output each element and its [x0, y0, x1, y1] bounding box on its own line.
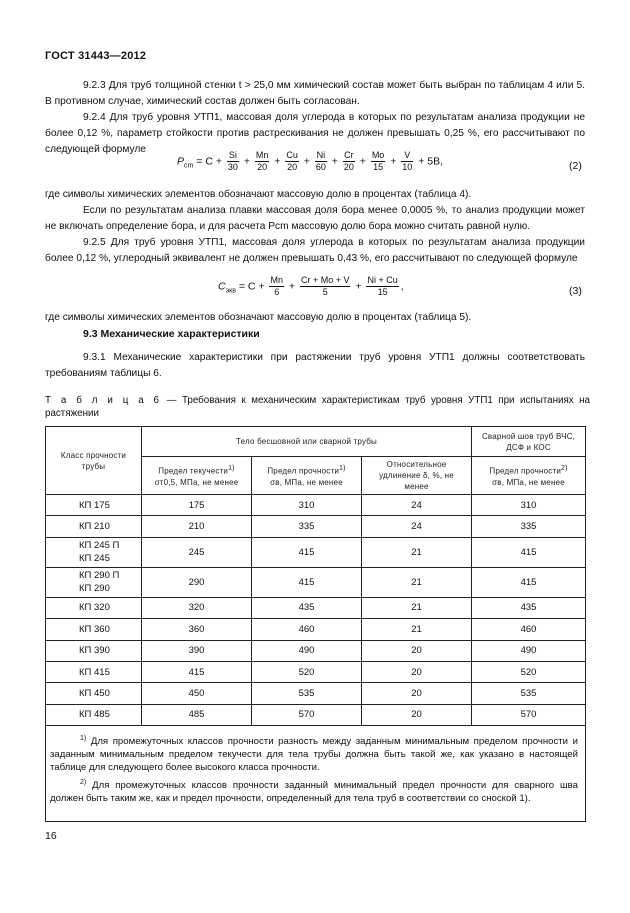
cell-tensile: 570 [252, 704, 362, 725]
table-row [46, 640, 586, 661]
table-caption-text: — Требования к механическим характеристикам труб уровня УТП1 при испытаниях на растяжении [45, 395, 590, 419]
table-row [46, 495, 586, 516]
cell-yield: 390 [142, 640, 252, 661]
cell-weld: 490 [472, 640, 586, 661]
formula-pcm-term: $\frac{V}{10}$ [402, 150, 413, 172]
cell-tensile: 535 [252, 683, 362, 704]
cell-class: КП 210 [46, 516, 142, 537]
table-row [46, 537, 586, 567]
cell-elongation: 20 [362, 640, 472, 661]
formula-pcm: $P_{cm} = C$ + $\frac{Si}{30}$ + $\frac{Mn}{20}$ + $\frac{Cu}{20}$ + $\frac{Ni}{60}$ + $\frac{Cr}{20}$ + $\frac{Mo}{15}$ + $\frac{V}{10}$ + 5B, [177, 150, 444, 172]
formula-pcm-eq: = C + [196, 155, 222, 168]
formula-pcm-term: $\frac{Cu}{20}$ [286, 150, 298, 172]
cell-elongation: 20 [362, 661, 472, 682]
cell-yield: 485 [142, 704, 252, 725]
paragraph-9-2-3: 9.2.3 Для труб толщиной стенки t > 25,0 мм химический состав может быть выбран по таблицам 4 или 5. В противном случае, химический состав должен быть согласован. [45, 80, 585, 107]
header-class: Класс прочности трубы [46, 427, 142, 495]
section-title-9-3: 9.3 Механические характеристики [83, 328, 260, 340]
formula-number-3: (3) [569, 285, 582, 297]
formula-ceq-term: $\frac{Cr + Mo + V}{5}$ [300, 275, 350, 297]
cell-elongation: 24 [362, 495, 472, 516]
formula-ceq-term: $\frac{Ni + Cu}{15}$ [367, 275, 398, 297]
cell-tensile: 415 [252, 567, 362, 597]
document-header: ГОСТ 31443—2012 [45, 50, 147, 62]
formula-pcm-term: $\frac{Cr}{20}$ [343, 150, 354, 172]
table-6 [45, 426, 586, 822]
cell-weld: 415 [472, 537, 586, 567]
table-row [46, 516, 586, 537]
formula-pcm-term: $\frac{Si}{30}$ [227, 150, 238, 172]
table-caption-label: Т а б л и ц а 6 [45, 395, 162, 406]
formula-pcm-lhs: P [177, 155, 185, 168]
cell-elongation: 24 [362, 516, 472, 537]
cell-class: КП 390 [46, 640, 142, 661]
cell-yield: 175 [142, 495, 252, 516]
table-row [46, 704, 586, 725]
cell-class: КП 175 [46, 495, 142, 516]
table-row [46, 597, 586, 618]
formula-pcm-tail: + 5B, [418, 155, 444, 168]
cell-class: КП 415 [46, 661, 142, 682]
cell-tensile: 310 [252, 495, 362, 516]
cell-weld: 435 [472, 597, 586, 618]
cell-weld: 415 [472, 567, 586, 597]
formula-pcm-term: $\frac{Ni}{60}$ [315, 150, 326, 172]
cell-weld: 460 [472, 619, 586, 640]
table-row [46, 661, 586, 682]
note-2: $^{2)}$ Для промежуточных классов прочности заданный минимальный предел прочности для сварного шва должен быть таким же, как и предел прочности, определенный для тела труб в соответствии со сноской 1). [50, 779, 578, 805]
formula-ceq-eq: = C + [238, 280, 265, 293]
cell-class: КП 485 [46, 704, 142, 725]
paragraph-boron: Если по результатам анализа плавки массовая доля бора менее 0,0005 %, то анализ продукции может не включать определение бора, и для расчета Pcm массовую долю бора можно считать равной нулю. [45, 205, 585, 232]
cell-yield: 245 [142, 537, 252, 567]
cell-class: КП 360 [46, 619, 142, 640]
cell-tensile: 460 [252, 619, 362, 640]
cell-yield: 290 [142, 567, 252, 597]
cell-elongation: 21 [362, 597, 472, 618]
table-notes [46, 726, 586, 822]
cell-elongation: 20 [362, 704, 472, 725]
formula-ceq-lhs: C [218, 280, 226, 293]
cell-weld: 570 [472, 704, 586, 725]
formula-ceq-tail: , [400, 280, 404, 293]
cell-tensile: 490 [252, 640, 362, 661]
page-number: 16 [45, 830, 57, 842]
header-tensile: Предел прочности$^{1)}$ σв, МПа, не менее [252, 457, 362, 495]
cell-class: КП 320 [46, 597, 142, 618]
header-weld-tensile: Предел прочности$^{2)}$ σв, МПа, не менее [472, 457, 586, 495]
header-elongation: Относительное удлинение δ, %, не менее [362, 457, 472, 495]
cell-tensile: 335 [252, 516, 362, 537]
cell-elongation: 21 [362, 619, 472, 640]
cell-tensile: 520 [252, 661, 362, 682]
header-body-group: Тело бесшовной или сварной трубы [142, 427, 472, 457]
cell-weld: 335 [472, 516, 586, 537]
formula-pcm-term: $\frac{Mo}{15}$ [371, 150, 385, 172]
paragraph-9-3-1: 9.3.1 Механические характеристики при растяжении труб уровня УТП1 должны соответствовать требованиям таблицы 6. [45, 352, 585, 379]
formula-pcm-lhs-sub: cm [184, 162, 194, 170]
table-row [46, 683, 586, 704]
cell-weld: 520 [472, 661, 586, 682]
formula-ceq-lhs-sub: экв [225, 287, 236, 295]
paragraph-after-formula-2: где символы химических элементов обозначают массовую долю в процентах (таблица 4). [45, 189, 472, 200]
cell-yield: 320 [142, 597, 252, 618]
cell-elongation: 21 [362, 537, 472, 567]
paragraph-9-2-4: 9.2.4 Для труб уровня УТП1, массовая доля углерода в которых по результатам анализа продукции не более 0,12 %, параметр стойкости против растрескивания не должен превышать 0,25 %, его рассчитывают по следующей формуле [45, 112, 585, 155]
table-row [46, 619, 586, 640]
table-caption [45, 394, 590, 420]
cell-yield: 360 [142, 619, 252, 640]
formula-number-2: (2) [569, 160, 582, 172]
cell-elongation: 20 [362, 683, 472, 704]
formula-pcm-term: $\frac{Mn}{20}$ [255, 150, 269, 172]
cell-weld: 310 [472, 495, 586, 516]
note-1: $^{1)}$ Для промежуточных классов прочности разность между заданным минимальным пределом прочности и заданным минимальным пределом текучести для тела трубы должна быть такой же, как указано в настоящей таблице для следующего более высокого класса прочности. [50, 735, 578, 774]
cell-class: КП 450 [46, 683, 142, 704]
cell-yield: 450 [142, 683, 252, 704]
header-yield: Предел текучести$^{1)}$ σт0,5, МПа, не менее [142, 457, 252, 495]
cell-elongation: 21 [362, 567, 472, 597]
cell-class: КП 290 П КП 290 [46, 567, 142, 597]
paragraph-after-formula-3: где символы химических элементов обозначают массовую долю в процентах (таблица 5). [45, 312, 472, 323]
cell-class: КП 245 П КП 245 [46, 537, 142, 567]
formula-ceq: $C_{экв} = C$ + $\frac{Mn}{6}$ + $\frac{Cr + Mo + V}{5}$ + $\frac{Ni + Cu}{15}$ , [218, 275, 404, 297]
cell-yield: 415 [142, 661, 252, 682]
paragraph-9-2-5: 9.2.5 Для труб уровня УТП1, массовая доля углерода в которых по результатам анализа продукции более 0,12 %, углеродный эквивалент не должен превышать 0,43 %, его рассчитывают по следующей формуле [45, 237, 585, 264]
cell-yield: 210 [142, 516, 252, 537]
cell-tensile: 435 [252, 597, 362, 618]
formula-ceq-term: $\frac{Mn}{6}$ [270, 275, 283, 297]
table-row [46, 567, 586, 597]
cell-weld: 535 [472, 683, 586, 704]
cell-tensile: 415 [252, 537, 362, 567]
header-weld-group: Сварной шов труб ВЧС, ДСФ и КОС [472, 427, 586, 457]
